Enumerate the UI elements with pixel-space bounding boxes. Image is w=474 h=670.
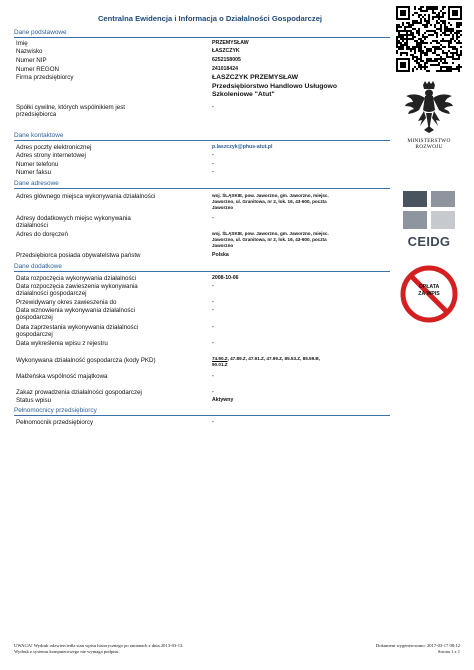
pkd-other-codes: , 47.89.Z, 47.91.Z, 47.99.Z, 85.53.Z, 85.59.B, [227, 356, 321, 361]
fax-label: Numer faksu [16, 169, 52, 176]
suspend-start-value: - [212, 283, 214, 289]
stop-label-line-1: Data zaprzestania wykonywania działalności [16, 324, 139, 331]
footer-notice-line-1: UWAGA! Wydruk odzwierciedla stan wpisu historycznego po zmianach z dnia 2013-03-13. [14, 643, 184, 648]
pkd-value [212, 356, 392, 368]
fax-value: - [212, 169, 214, 175]
status-label: Status wpisu [16, 397, 52, 404]
resume-date-label [16, 307, 206, 321]
section-basic: Dane podstawowe [14, 28, 390, 38]
ministry-logo-text [396, 138, 462, 151]
first-name-label: Imię [16, 40, 28, 47]
page-number: Strona 1 z 1 [437, 648, 460, 654]
resume-label-line-2: gospodarczej [16, 314, 53, 321]
citizenship-value: Polska [212, 252, 229, 258]
phone-label: Numer telefonu [16, 161, 59, 168]
stamp-line-1: OPŁATA [418, 284, 440, 290]
section-additional: Dane dodatkowe [14, 262, 390, 272]
company-label: Firma przedsiębiorcy [16, 74, 74, 81]
delivery-address-label: Adres do doręczeń [16, 231, 68, 238]
partnerships-label-line-1: Spółki cywilne, których wspólnikiem jest [16, 104, 126, 111]
status-value: Aktywny [212, 397, 234, 403]
extra-address-label-line-1: Adresy dodatkowych miejsc wykonywania [16, 215, 131, 222]
section-contact: Dane kontaktowe [14, 131, 390, 141]
proxy-label: Pełnomocnik przedsiębiorcy [16, 419, 94, 426]
www-value: - [212, 152, 214, 158]
ceidg-logo-icon [403, 191, 455, 229]
nip-value: 6252158005 [212, 57, 241, 63]
partnerships-label-line-2: przedsiębiorca [16, 111, 57, 118]
suspend-start-label [16, 283, 206, 297]
resume-date-value: - [212, 307, 214, 313]
company-line-2: Przedsiębiorstwo Handlowo Usługowo [212, 82, 337, 90]
deregistration-label: Data wykreślenia wpisu z rejestru [16, 340, 108, 347]
pkd-main-code: 74.90.Z [212, 356, 228, 361]
stop-date-value: - [212, 324, 214, 330]
deregistration-value: - [212, 340, 214, 346]
delivery-address-line-1: woj. ŚLĄSKIE, pow. Jaworzno, gm. Jaworzno, miejsc. [212, 231, 329, 236]
email-label: Adres poczty elektronicznej [16, 144, 92, 151]
company-value [212, 74, 392, 100]
delivery-address-value [212, 231, 392, 249]
resume-label-line-1: Data wznowienia wykonywania działalności [16, 307, 135, 314]
main-address-value [212, 193, 392, 211]
ban-value: - [212, 389, 214, 395]
regon-value: 241018424 [212, 66, 238, 72]
company-line-3: Szkoleniowe "Atut" [212, 91, 275, 98]
no-fee-stamp-text [400, 284, 458, 298]
partnerships-value: - [212, 104, 214, 110]
last-name-label: Nazwisko [16, 48, 43, 55]
main-address-line-1: woj. ŚLĄSKIE, pow. Jaworzno, gm. Jaworzno, miejsc. [212, 193, 329, 198]
last-name-value: ŁASZCZYK [212, 48, 240, 54]
citizenship-label: Przedsiębiorca posiada obywatelstwa państw [16, 252, 141, 259]
delivery-address-line-3: Jaworzno [212, 243, 234, 248]
marital-property-label: Małżeńska wspólność majątkowa [16, 373, 108, 380]
pkd-label: Wykonywana działalność gospodarcza (kody PKD) [16, 357, 156, 364]
partnerships-label [16, 104, 206, 118]
qr-code-icon [396, 6, 462, 72]
suspend-start-label-line-1: Data rozpoczęcia zawieszenia wykonywania [16, 283, 138, 290]
pkd-line-2: 90.01.Z [212, 362, 228, 367]
generated-timestamp: Dokument wygenerowano: 2017-03-17 08:12 [375, 643, 460, 648]
extra-address-value: - [212, 215, 214, 221]
start-date-label: Data rozpoczęcia wykonywania działalności [16, 275, 137, 282]
suspend-period-label: Przewidywany okres zawieszenia do [16, 299, 117, 306]
suspend-period-value: - [212, 299, 214, 305]
main-address-line-3: Jaworzno [212, 205, 234, 210]
stop-date-label [16, 324, 206, 338]
email-link[interactable]: p.laszczyk@phus-atut.pl [212, 144, 273, 150]
extra-address-label [16, 215, 206, 229]
page-title: Centralna Ewidencja i Informacja o Działalności Gospodarczej [97, 14, 323, 23]
ceidg-logo-text: CEIDG [407, 234, 451, 249]
marital-property-value: - [212, 373, 214, 379]
www-label: Adres strony internetowej [16, 152, 86, 159]
eagle-emblem-icon [404, 80, 454, 136]
proxy-value: - [212, 419, 214, 425]
company-line-1: ŁASZCZYK PRZEMYSŁAW [212, 74, 299, 81]
extra-address-label-line-2: działalności [16, 222, 48, 229]
footer-notice [14, 643, 274, 654]
phone-value: - [212, 161, 214, 167]
regon-label: Numer REGON [16, 66, 59, 73]
main-address-line-2: Jaworzno, ul. Granitowa, nr 2, lok. 16, 43-600, poczta [212, 199, 327, 204]
footer-notice-line-2: Wydruk z systemu komputerowego nie wymaga podpisu. [14, 648, 120, 654]
footer-meta [300, 643, 460, 654]
nip-label: Numer NIP [16, 57, 47, 64]
section-proxy: Pełnomocnicy przedsiębiorcy [14, 406, 390, 416]
stop-label-line-2: gospodarczej [16, 331, 53, 338]
stamp-line-2: ZA WPIS [418, 291, 440, 297]
ministry-line-1: MINISTERSTWO [407, 138, 451, 144]
suspend-start-label-line-2: działalności gospodarczej [16, 290, 87, 297]
main-address-label: Adres głównego miejsca wykonywania działalności [16, 193, 156, 200]
ministry-line-2: ROZWOJU [415, 144, 443, 151]
start-date-value: 2008-10-06 [212, 275, 239, 281]
first-name-value: PRZEMYSŁAW [212, 40, 249, 46]
section-address: Dane adresowe [14, 179, 390, 189]
delivery-address-line-2: Jaworzno, ul. Granitowa, nr 2, lok. 16, 43-600, poczta [212, 237, 327, 242]
ban-label: Zakaz prowadzenia działalności gospodarczej [16, 389, 142, 396]
